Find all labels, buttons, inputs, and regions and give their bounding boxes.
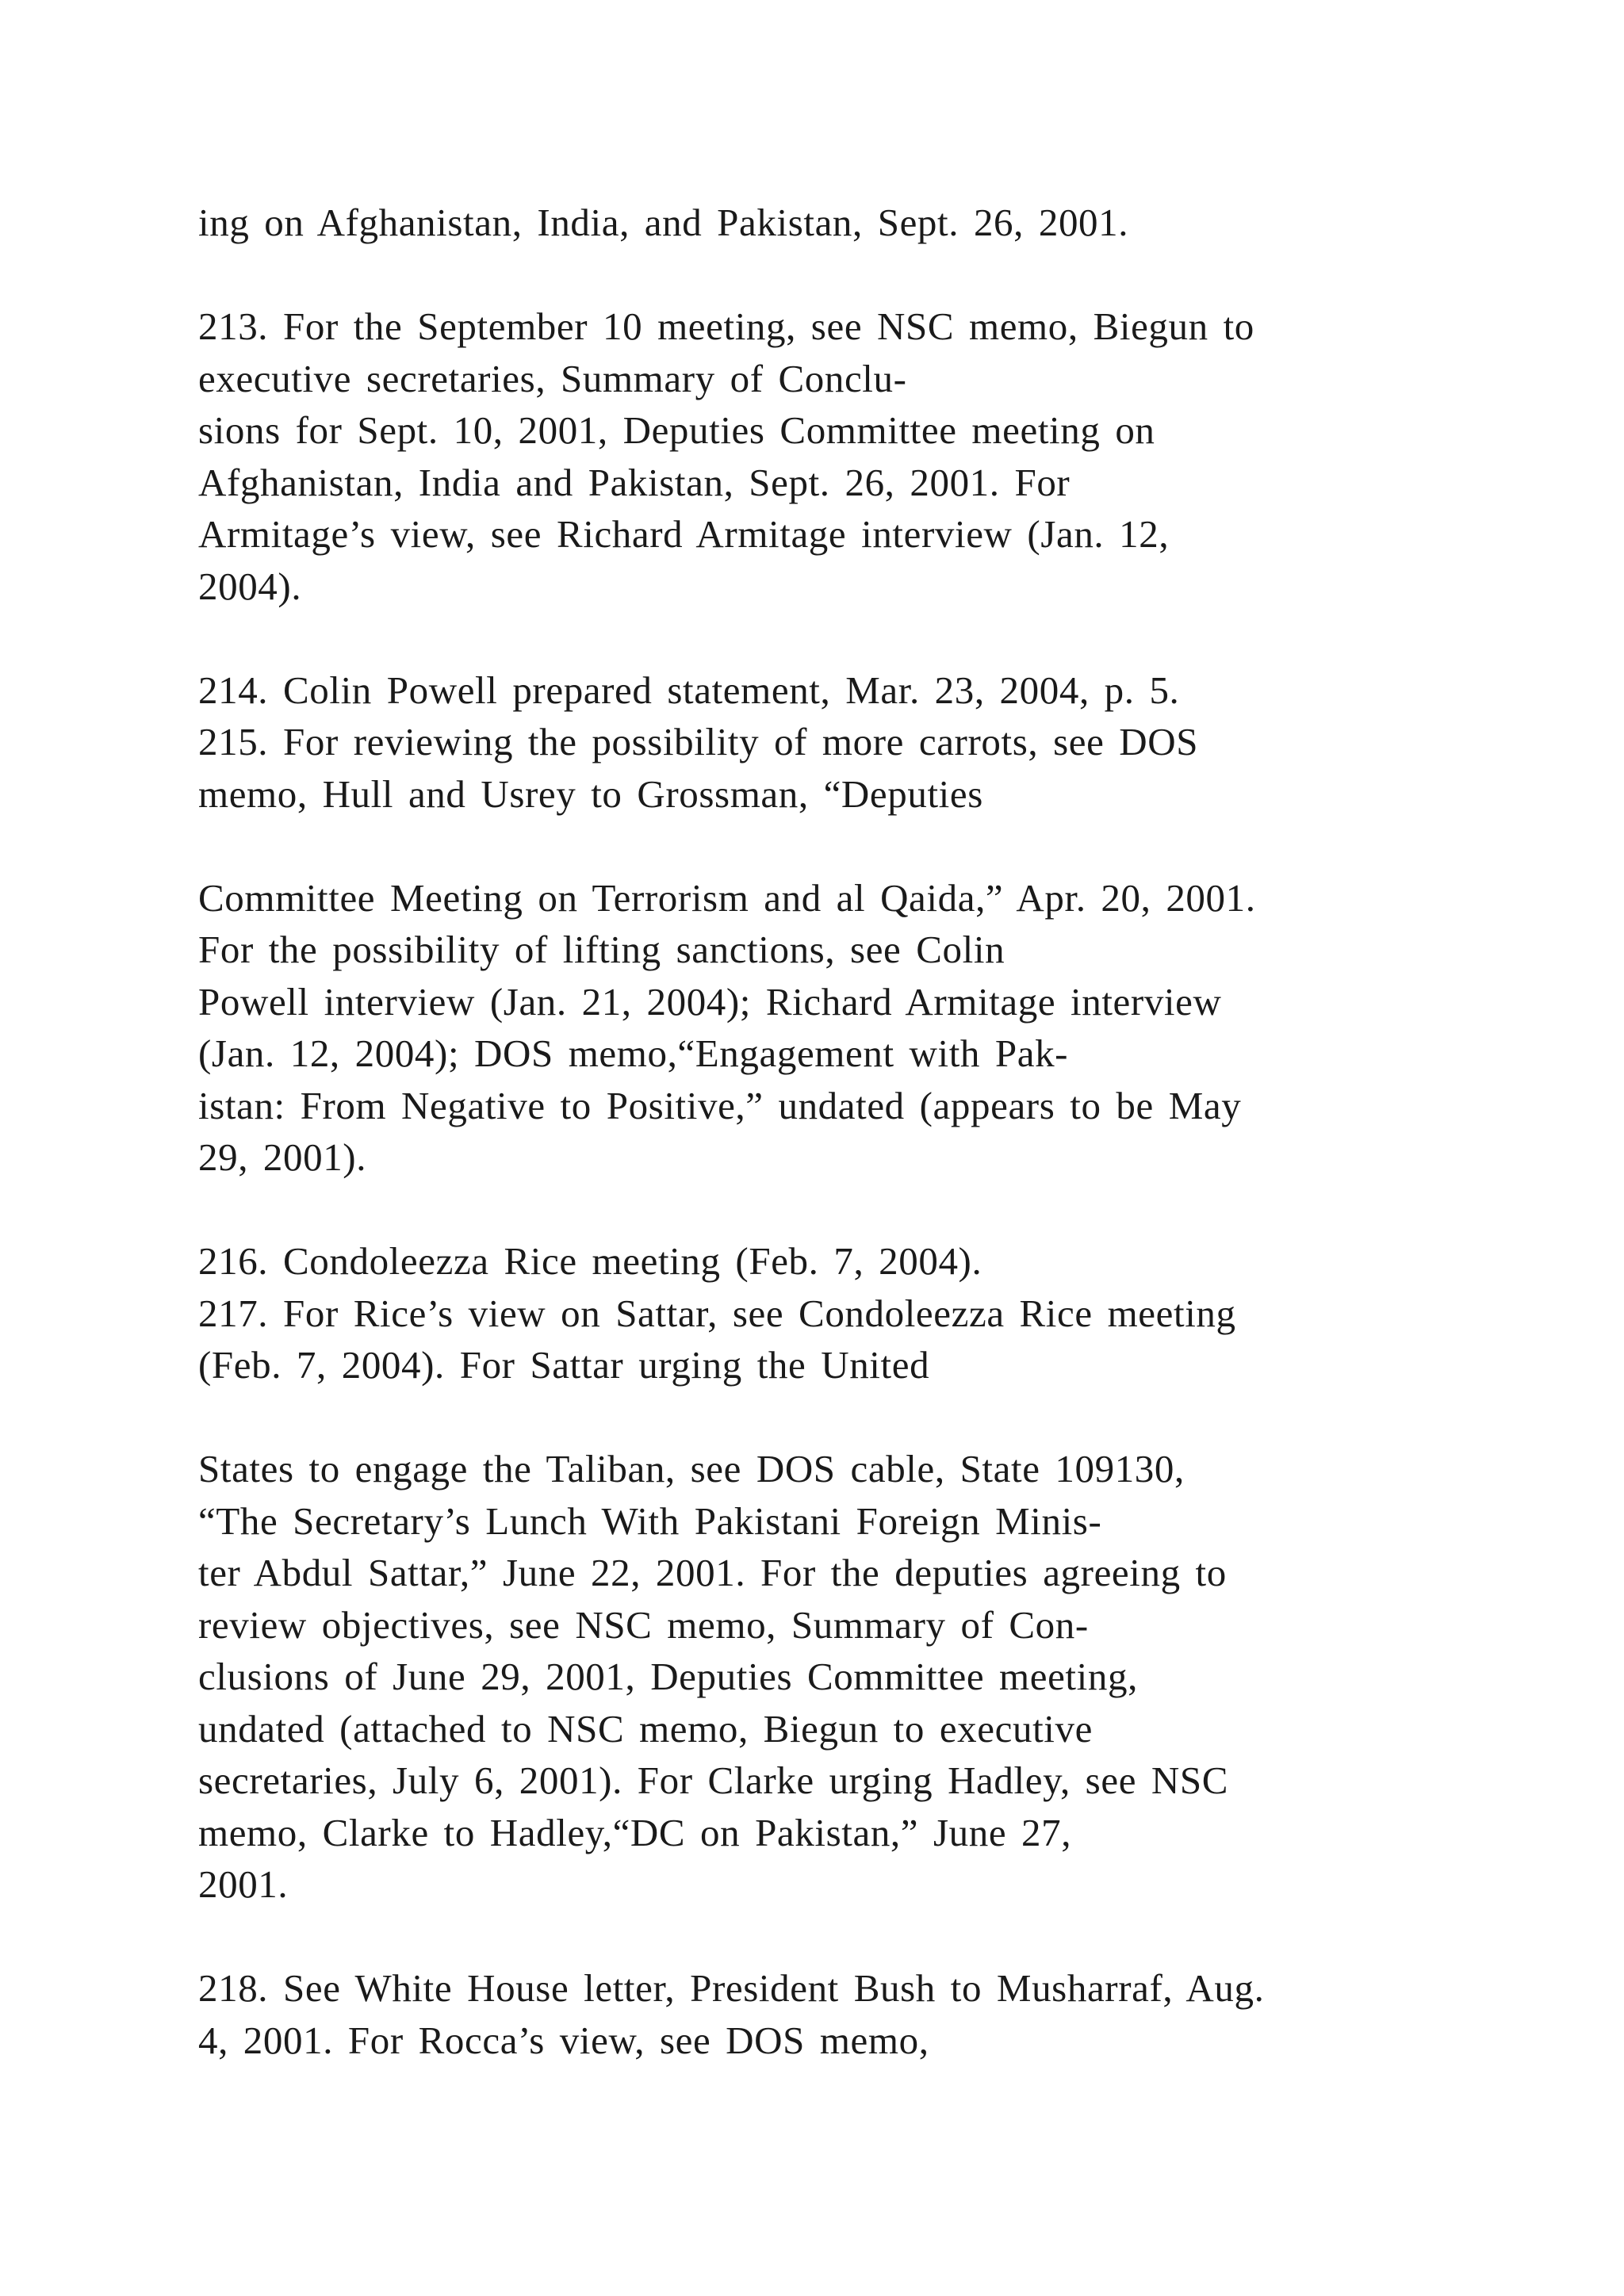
text-line: undated (attached to NSC memo, Biegun to executive [198, 1706, 1093, 1751]
text-line: 216. Condoleezza Rice meeting (Feb. 7, 2004). [198, 1239, 982, 1283]
blank-line [198, 249, 1546, 301]
blank-line [198, 1184, 1546, 1236]
text-line: 2004). [198, 564, 302, 608]
text-line: 29, 2001). [198, 1135, 367, 1179]
text-line: (Feb. 7, 2004). For Sattar urging the United [198, 1343, 930, 1387]
text-line: “The Secretary’s Lunch With Pakistani Foreign Minis- [198, 1498, 1102, 1543]
text-line: review objectives, see NSC memo, Summary of Con- [198, 1602, 1089, 1647]
text-line: 215. For reviewing the possibility of more carrots, see DOS [198, 720, 1199, 763]
text-line: 217. For Rice’s view on Sattar, see Condoleezza Rice meeting [198, 1291, 1236, 1335]
text-line: 4, 2001. For Rocca’s view, see DOS memo, [198, 2018, 929, 2062]
text-line: States to engage the Taliban, see DOS cable, State 109130, [198, 1447, 1185, 1490]
blank-line [198, 1911, 1546, 1963]
text-line: memo, Hull and Usrey to Grossman, “Deputies [198, 771, 983, 816]
text-line: (Jan. 12, 2004); DOS memo,“Engagement with Pak- [198, 1031, 1069, 1075]
text-line: 218. See White House letter, President Bush to Musharraf, Aug. [198, 1966, 1265, 2010]
footnotes-text [198, 197, 1546, 2066]
blank-line [198, 612, 1546, 664]
text-line: secretaries, July 6, 2001). For Clarke urging Hadley, see NSC [198, 1758, 1229, 1802]
text-line: Powell interview (Jan. 21, 2004); Richard Armitage interview [198, 979, 1222, 1024]
text-line: ter Abdul Sattar,” June 22, 2001. For the deputies agreeing to [198, 1551, 1227, 1594]
text-line: istan: From Negative to Positive,” undated (appears to be May [198, 1083, 1242, 1127]
text-line: ing on Afghanistan, India, and Pakistan, Sept. 26, 2001. [198, 201, 1129, 244]
text-line: Committee Meeting on Terrorism and al Qaida,” Apr. 20, 2001. [198, 875, 1256, 920]
text-line: For the possibility of lifting sanctions, see Colin [198, 928, 1005, 971]
text-line: clusions of June 29, 2001, Deputies Committee meeting, [198, 1655, 1138, 1698]
blank-line [198, 820, 1546, 872]
text-line: 214. Colin Powell prepared statement, Mar. 23, 2004, p. 5. [198, 668, 1180, 712]
text-line: sions for Sept. 10, 2001, Deputies Committee meeting on [198, 408, 1155, 452]
text-line: executive secretaries, Summary of Conclu- [198, 356, 907, 400]
text-line: memo, Clarke to Hadley,“DC on Pakistan,” June 27, [198, 1810, 1072, 1854]
text-line: 213. For the September 10 meeting, see NSC memo, Biegun to [198, 304, 1254, 348]
text-line: Afghanistan, India and Pakistan, Sept. 26, 2001. For [198, 460, 1071, 504]
text-line: 2001. [198, 1862, 289, 1906]
blank-line [198, 1391, 1546, 1444]
text-line: Armitage’s view, see Richard Armitage interview (Jan. 12, [198, 512, 1170, 556]
